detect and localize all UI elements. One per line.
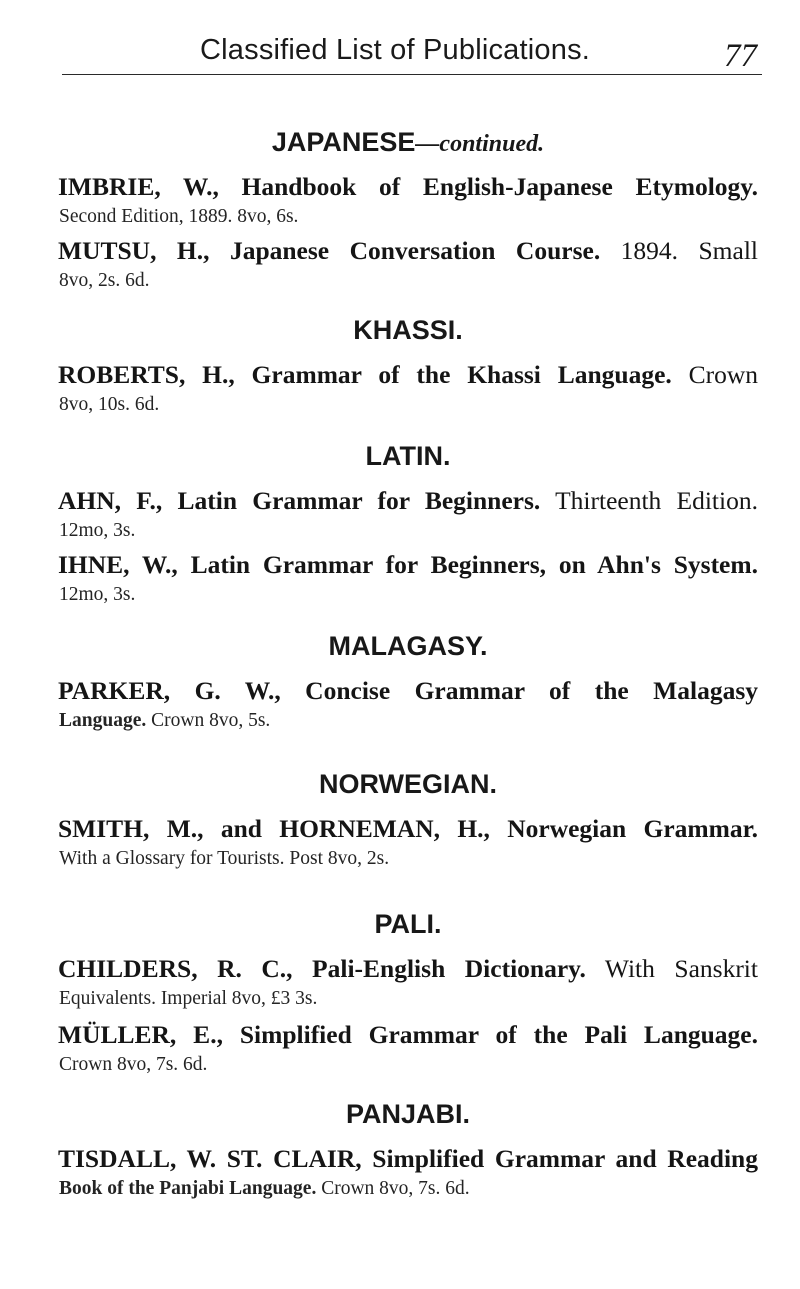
list-item [58, 234, 758, 294]
page-title: Classified List of Publications. [200, 34, 591, 66]
section-heading: LATIN. [365, 441, 451, 471]
publication-list [58, 100, 758, 1202]
entry-title-rest: Crown [688, 360, 758, 389]
entry-title: ROBERTS, H., Grammar of the Khassi Language. [58, 360, 672, 389]
list-item [58, 952, 758, 1012]
entry-title: MUTSU, H., Japanese Conversation Course. [58, 236, 601, 265]
running-head [0, 34, 800, 74]
entry-title-continued: Book of the Panjabi Language. [59, 1178, 317, 1199]
section-heading: MALAGASY. [328, 631, 488, 661]
section-heading: PANJABI. [345, 1099, 471, 1129]
list-item [58, 358, 758, 418]
page-number: 77 [724, 38, 757, 74]
entry-title: SMITH, M., and HORNEMAN, H., Norwegian Grammar. [58, 814, 758, 843]
list-item [58, 1018, 758, 1078]
entry-details: 8vo, 10s. 6d. [59, 394, 160, 415]
header-rule [62, 74, 762, 75]
entry-details: 8vo, 2s. 6d. [59, 270, 150, 291]
entry-title: PARKER, G. W., Concise Grammar of the Malagasy [58, 676, 758, 705]
entry-title: MÜLLER, E., Simplified Grammar of the Pali Language. [58, 1020, 758, 1049]
entry-title: TISDALL, W. ST. CLAIR, Simplified Grammar and Reading [58, 1144, 758, 1173]
entry-title: IHNE, W., Latin Grammar for Beginners, on Ahn's System. [58, 550, 758, 579]
entry-details: Crown 8vo, 7s. 6d. [321, 1178, 470, 1199]
entry-details: Equivalents. Imperial 8vo, £3 3s. [59, 988, 318, 1009]
list-item [58, 170, 758, 230]
list-item [58, 1142, 758, 1202]
section-pali [58, 904, 758, 1078]
entry-details: 12mo, 3s. [59, 584, 136, 605]
entry-title-rest: 1894. Small [620, 236, 758, 265]
entry-details: 12mo, 3s. [59, 520, 136, 541]
section-panjabi [58, 1094, 758, 1202]
entry-title: CHILDERS, R. C., Pali-English Dictionary. [58, 954, 586, 983]
section-heading: PALI. [374, 909, 442, 939]
entry-title: IMBRIE, W., Handbook of English-Japanese Etymology. [58, 172, 758, 201]
list-item [58, 812, 758, 872]
section-heading: JAPANESE—continued. [271, 127, 545, 157]
section-khassi [58, 310, 758, 418]
entry-title-continued: Language. [59, 710, 147, 731]
section-malagasy [58, 626, 758, 734]
section-latin [58, 436, 758, 608]
list-item [58, 548, 758, 608]
section-norwegian [58, 764, 758, 872]
section-japanese [58, 122, 758, 294]
section-heading: NORWEGIAN. [318, 769, 497, 799]
entry-details: Crown 8vo, 5s. [151, 710, 271, 731]
entry-title-rest: With Sanskrit [604, 954, 758, 983]
list-item [58, 484, 758, 544]
section-heading: KHASSI. [353, 315, 463, 345]
entry-title: AHN, F., Latin Grammar for Beginners. [58, 486, 541, 515]
list-item [58, 674, 758, 734]
entry-details: Crown 8vo, 7s. 6d. [59, 1054, 208, 1075]
entry-title-rest: Thirteenth Edition. [555, 486, 758, 515]
entry-details: With a Glossary for Tourists. Post 8vo, 2s. [59, 848, 390, 869]
entry-details: Second Edition, 1889. 8vo, 6s. [59, 206, 299, 227]
